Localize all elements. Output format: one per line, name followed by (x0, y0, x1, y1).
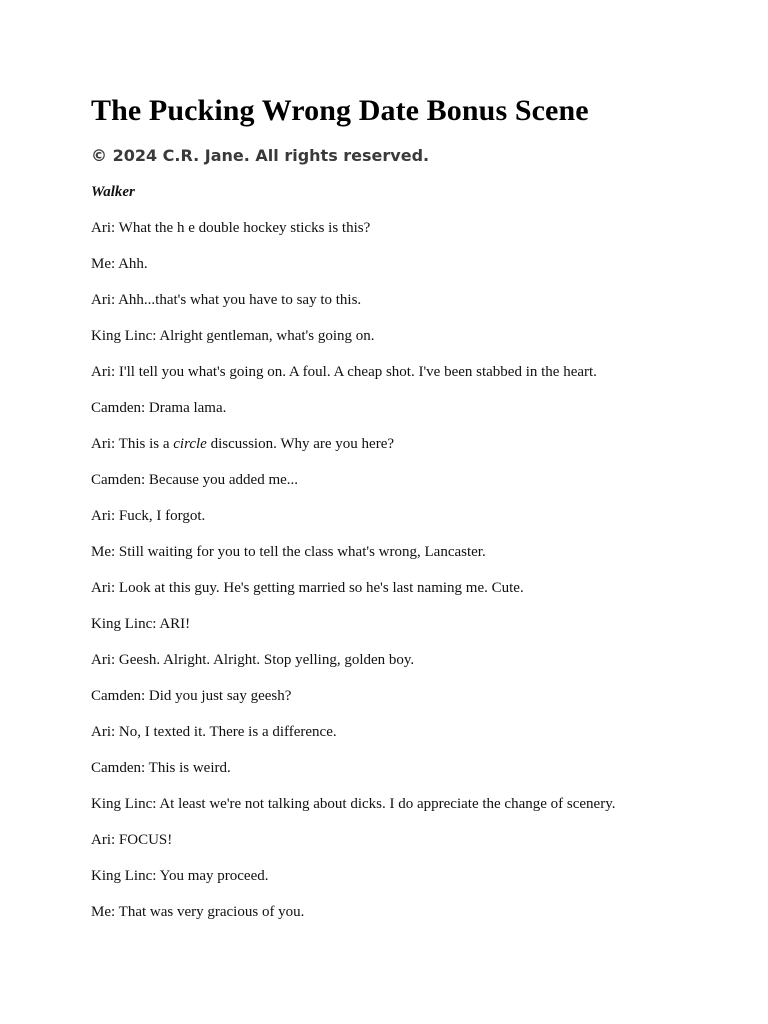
dialogue-text: Drama lama. (148, 400, 227, 416)
dialogue-text: Fuck, I forgot. (118, 508, 206, 524)
dialogue-speaker: Camden (91, 760, 141, 776)
dialogue-speaker: Ari (91, 364, 111, 380)
dialogue-line: Me: Still waiting for you to tell the class what's wrong, Lancaster. (91, 544, 486, 560)
dialogue-line: Ari: I'll tell you what's going on. A foul. A cheap shot. I've been stabbed in the heart. (91, 364, 597, 380)
dialogue-line: Ari: Fuck, I forgot. (91, 508, 206, 524)
dialogue-speaker: King Linc (91, 868, 153, 884)
dialogue-text: You may proceed. (159, 868, 269, 884)
dialogue-line: Ari: FOCUS! (91, 832, 173, 848)
dialogue-speaker: Camden (91, 400, 141, 416)
dialogue-line: Me: That was very gracious of you. (91, 904, 305, 920)
dialogue-speaker: Me (91, 544, 111, 560)
dialogue-speaker: King Linc (91, 796, 153, 812)
dialogue-text: Ahh. (118, 256, 148, 272)
dialogue-text: Geesh. Alright. Alright. Stop yelling, golden boy. (118, 652, 415, 668)
dialogue-speaker: Ari (91, 436, 111, 452)
dialogue-line: Ari: No, I texted it. There is a difference. (91, 724, 337, 740)
dialogue-line: Camden: This is weird. (91, 760, 231, 776)
dialogue-text: Ahh...that's what you have to say to this. (118, 292, 362, 308)
dialogue-text: No, I texted it. There is a difference. (118, 724, 337, 740)
dialogue-list (91, 218, 731, 922)
dialogue-text: ARI! (159, 616, 191, 632)
dialogue-text: That was very gracious of you. (118, 904, 305, 920)
dialogue-line: Ari: Ahh...that's what you have to say to this. (91, 292, 362, 308)
dialogue-text: Because you added me... (148, 472, 299, 488)
dialogue-speaker: Ari (91, 724, 111, 740)
dialogue-text: This is a (118, 436, 174, 452)
pov-heading: Walker (91, 184, 135, 200)
dialogue-text: FOCUS! (118, 832, 173, 848)
dialogue-line: King Linc: Alright gentleman, what's going on. (91, 328, 375, 344)
dialogue-text: I'll tell you what's going on. A foul. A cheap shot. I've been stabbed in the heart. (118, 364, 597, 380)
dialogue-speaker: King Linc (91, 616, 153, 632)
dialogue-speaker: Ari (91, 292, 111, 308)
dialogue-line: King Linc: You may proceed. (91, 868, 269, 884)
dialogue-text: At least we're not talking about dicks. I do appreciate the change of scenery. (159, 796, 616, 812)
dialogue-text: Look at this guy. He's getting married so he's last naming me. Cute. (118, 580, 524, 596)
dialogue-speaker: Ari (91, 832, 111, 848)
dialogue-line: Ari: Geesh. Alright. Alright. Stop yelling, golden boy. (91, 652, 415, 668)
dialogue-speaker: Camden (91, 472, 141, 488)
dialogue-line: Ari: This is a circle discussion. Why are you here? (91, 436, 395, 452)
dialogue-line: Camden: Drama lama. (91, 400, 227, 416)
dialogue-line: Camden: Because you added me... (91, 472, 299, 488)
dialogue-text: Alright gentleman, what's going on. (159, 328, 375, 344)
dialogue-line: King Linc: ARI! (91, 616, 191, 632)
page-title: The Pucking Wrong Date Bonus Scene (91, 94, 589, 127)
dialogue-speaker: Ari (91, 652, 111, 668)
document-page (91, 93, 731, 938)
dialogue-speaker: Me (91, 904, 111, 920)
dialogue-line: Ari: Look at this guy. He's getting married so he's last naming me. Cute. (91, 580, 524, 596)
dialogue-line: Me: Ahh. (91, 256, 148, 272)
dialogue-emphasis: circle (173, 436, 207, 452)
dialogue-text: What the h e double hockey sticks is this? (118, 220, 371, 236)
dialogue-text-after: discussion. Why are you here? (206, 436, 395, 452)
dialogue-speaker: King Linc (91, 328, 153, 344)
dialogue-line: King Linc: At least we're not talking about dicks. I do appreciate the change of scenery. (91, 796, 616, 812)
dialogue-line: Camden: Did you just say geesh? (91, 688, 292, 704)
copyright-notice: © 2024 C.R. Jane. All rights reserved. (91, 146, 430, 165)
dialogue-text: Did you just say geesh? (148, 688, 292, 704)
dialogue-text: Still waiting for you to tell the class what's wrong, Lancaster. (118, 544, 486, 560)
dialogue-speaker: Camden (91, 688, 141, 704)
dialogue-speaker: Ari (91, 508, 111, 524)
dialogue-text: This is weird. (148, 760, 231, 776)
dialogue-line: Ari: What the h e double hockey sticks is this? (91, 220, 371, 236)
dialogue-speaker: Me (91, 256, 111, 272)
dialogue-speaker: Ari (91, 220, 111, 236)
dialogue-speaker: Ari (91, 580, 111, 596)
